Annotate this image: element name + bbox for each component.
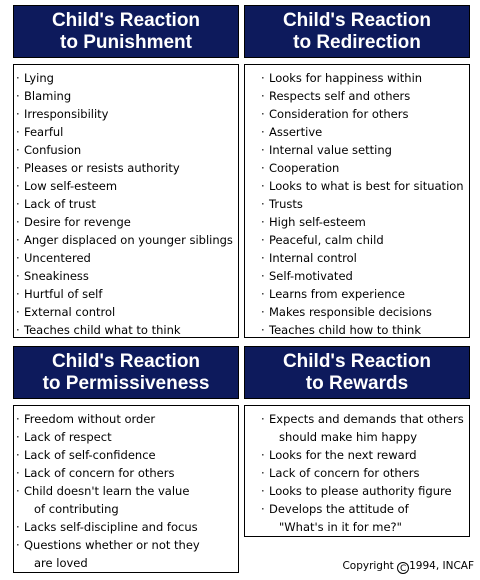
list-item (245, 213, 469, 231)
list-item (245, 249, 469, 267)
bullet-icon: · (261, 466, 265, 480)
list-item-text: Lying (24, 71, 54, 85)
list-item (14, 464, 238, 482)
list-item (14, 159, 238, 177)
list-item-text: Develops the attitude of (269, 502, 409, 516)
list-item-text-continued: "What's in it for me?" (279, 520, 402, 534)
punishment-title-line2: to Punishment (60, 31, 192, 53)
list-item-text: Low self-esteem (24, 179, 118, 193)
list-item-text: Looks for happiness within (269, 71, 423, 85)
list-item (14, 123, 238, 141)
bullet-icon: · (261, 287, 265, 301)
list-item-text: Lack of concern for others (269, 466, 420, 480)
bullet-icon: · (16, 71, 20, 85)
bullet-icon: · (261, 269, 265, 283)
list-item-text: Respects self and others (269, 89, 411, 103)
rewards-title-line1: Child's Reaction (282, 350, 432, 372)
list-item (245, 159, 469, 177)
list-item (245, 482, 469, 500)
bullet-icon: · (16, 484, 20, 498)
bullet-icon: · (261, 233, 265, 247)
list-item-text: Uncentered (24, 251, 91, 265)
bullet-icon: · (261, 125, 265, 139)
list-item (14, 213, 238, 231)
bullet-icon: · (261, 502, 265, 516)
bullet-icon: · (16, 161, 20, 175)
bullet-icon: · (261, 89, 265, 103)
bullet-icon: · (16, 448, 20, 462)
list-item (14, 195, 238, 213)
list-item-text: Internal value setting (269, 143, 392, 157)
list-item-text: Trusts (269, 197, 303, 211)
list-item (245, 446, 469, 464)
list-item-text: Teaches child how to think (269, 323, 422, 337)
bullet-icon: · (16, 215, 20, 229)
list-item-text: Fearful (24, 125, 64, 139)
list-item-text: Assertive (269, 125, 323, 139)
bullet-icon: · (261, 161, 265, 175)
list-item (245, 410, 469, 446)
bullet-icon: · (16, 143, 20, 157)
bullet-icon: · (261, 71, 265, 85)
list-item (245, 177, 469, 195)
list-item (14, 105, 238, 123)
bullet-icon: · (261, 448, 265, 462)
list-item-text: Looks to please authority figure (269, 484, 452, 498)
bullet-icon: · (16, 179, 20, 193)
list-item-text: Hurtful of self (24, 287, 103, 301)
bullet-icon: · (16, 287, 20, 301)
list-item (14, 410, 238, 428)
bullet-icon: · (16, 233, 20, 247)
list-item (245, 123, 469, 141)
list-item (245, 267, 469, 285)
bullet-icon: · (261, 197, 265, 211)
rewards-header (244, 346, 470, 399)
list-item-text: Anger displaced on younger siblings (24, 233, 233, 247)
list-item-text-continued: should make him happy (279, 430, 418, 444)
list-item (245, 231, 469, 249)
list-item-text: Peaceful, calm child (269, 233, 384, 247)
list-item-text: Questions whether or not they (24, 538, 200, 552)
list-item (245, 321, 469, 339)
bullet-icon: · (16, 251, 20, 265)
bullet-icon: · (261, 412, 265, 426)
list-item-text: Lacks self-discipline and focus (24, 520, 198, 534)
bullet-icon: · (16, 125, 20, 139)
list-item-text: Learns from experience (269, 287, 405, 301)
redirection-list (244, 64, 470, 338)
list-item (14, 482, 238, 518)
bullet-icon: · (16, 89, 20, 103)
redirection-title-line1: Child's Reaction (282, 9, 432, 31)
list-item-text: Internal control (269, 251, 357, 265)
list-item (245, 69, 469, 87)
list-item (14, 321, 238, 339)
list-item (245, 500, 469, 536)
bullet-icon: · (261, 323, 265, 337)
punishment-title-line1: Child's Reaction (51, 9, 201, 31)
bullet-icon: · (261, 251, 265, 265)
list-item-text-continued: are loved (34, 556, 88, 570)
list-item (14, 231, 238, 249)
list-item (245, 87, 469, 105)
list-item-text: Lack of trust (24, 197, 96, 211)
list-item-text: External control (24, 305, 116, 319)
list-item (14, 446, 238, 464)
list-item-text-continued: of contributing (34, 502, 119, 516)
permissiveness-title-line2: to Permissiveness (42, 372, 210, 394)
copyright-suffix: 1994, INCAF (409, 560, 474, 572)
bullet-icon: · (261, 143, 265, 157)
list-item (14, 285, 238, 303)
list-item (245, 464, 469, 482)
list-item (14, 141, 238, 159)
list-item (14, 267, 238, 285)
list-item (245, 105, 469, 123)
list-item-text: Desire for revenge (24, 215, 131, 229)
bullet-icon: · (16, 269, 20, 283)
list-item (245, 195, 469, 213)
redirection-title-line2: to Redirection (293, 31, 421, 53)
list-item-text: Sneakiness (24, 269, 89, 283)
list-item (14, 87, 238, 105)
bullet-icon: · (16, 466, 20, 480)
permissiveness-list (13, 405, 239, 573)
list-item-text: Looks for the next reward (269, 448, 417, 462)
list-item-text: Child doesn't learn the value (24, 484, 190, 498)
list-item-text: Confusion (24, 143, 82, 157)
permissiveness-header (13, 346, 239, 399)
bullet-icon: · (261, 484, 265, 498)
list-item (245, 141, 469, 159)
list-item (14, 177, 238, 195)
bullet-icon: · (16, 412, 20, 426)
list-item (14, 518, 238, 536)
list-item-text: Teaches child what to think (24, 323, 181, 337)
list-item-text: Pleases or resists authority (24, 161, 180, 175)
list-item-text: Freedom without order (24, 412, 156, 426)
bullet-icon: · (16, 323, 20, 337)
list-item (245, 285, 469, 303)
copyright-notice (342, 559, 474, 574)
bullet-icon: · (16, 197, 20, 211)
list-item (14, 69, 238, 87)
copyright-symbol-icon: C (397, 562, 409, 574)
list-item-text: High self-esteem (269, 215, 366, 229)
bullet-icon: · (261, 215, 265, 229)
bullet-icon: · (16, 520, 20, 534)
list-item-text: Blaming (24, 89, 72, 103)
list-item (14, 428, 238, 446)
bullet-icon: · (16, 107, 20, 121)
bullet-icon: · (16, 538, 20, 552)
list-item (14, 249, 238, 267)
list-item-text: Consideration for others (269, 107, 409, 121)
list-item-text: Looks to what is best for situation (269, 179, 464, 193)
bullet-icon: · (261, 107, 265, 121)
list-item-text: Lack of self-confidence (24, 448, 156, 462)
bullet-icon: · (261, 305, 265, 319)
bullet-icon: · (16, 430, 20, 444)
list-item-text: Irresponsibility (24, 107, 109, 121)
permissiveness-title-line1: Child's Reaction (51, 350, 201, 372)
list-item-text: Lack of respect (24, 430, 112, 444)
list-item (14, 536, 238, 572)
punishment-list (13, 64, 239, 338)
rewards-list (244, 405, 470, 537)
list-item-text: Lack of concern for others (24, 466, 175, 480)
rewards-title-line2: to Rewards (305, 372, 409, 394)
bullet-icon: · (16, 305, 20, 319)
list-item-text: Cooperation (269, 161, 340, 175)
list-item (14, 303, 238, 321)
copyright-prefix: Copyright (342, 560, 394, 572)
bullet-icon: · (261, 179, 265, 193)
list-item-text: Makes responsible decisions (269, 305, 432, 319)
list-item (245, 303, 469, 321)
list-item-text: Self-motivated (269, 269, 353, 283)
punishment-header (13, 5, 239, 58)
list-item-text: Expects and demands that others (269, 412, 464, 426)
redirection-header (244, 5, 470, 58)
